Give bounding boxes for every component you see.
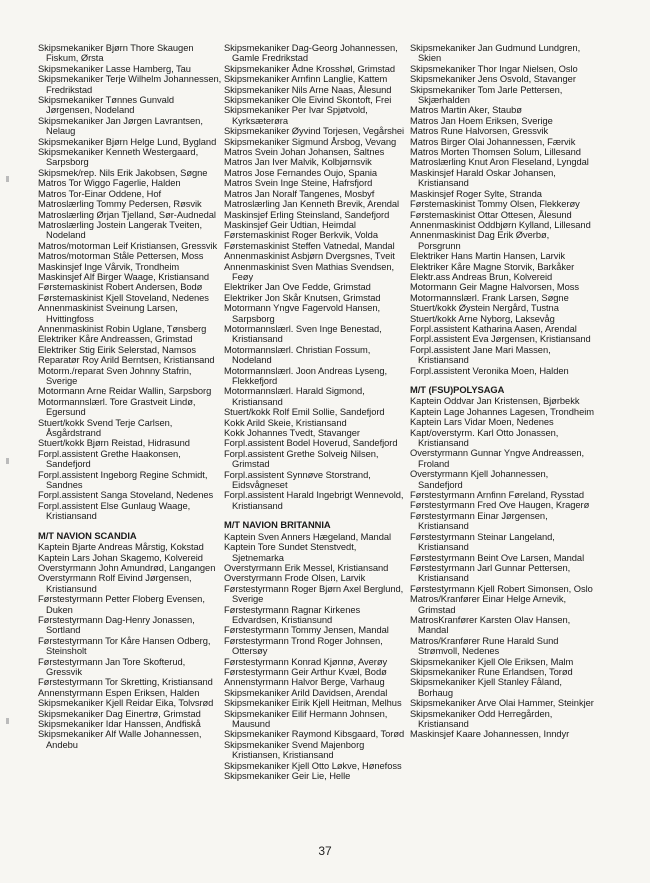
page-number: 37 — [318, 844, 332, 858]
list-item: Skipsmekaniker Kjell Reidar Eika, Tolvsrød — [38, 698, 214, 709]
list-item: Førstestyrmann Beint Ove Larsen, Mandal — [410, 552, 585, 563]
list-item: Førstemaskinist Kjell Stoveland, Nedenes — [38, 292, 209, 303]
list-item: Forpl.assistent Sanga Stoveland, Nedenes — [38, 490, 214, 501]
list-item: Forpl.assistent Synnøve Storstrand, Eidsvågneset — [224, 469, 371, 491]
list-item: Matros Birger Olai Johannessen, Færvik — [410, 136, 576, 147]
list-item: Skipsmek/rep. Nils Erik Jakobsen, Søgne — [38, 167, 208, 178]
list-item: Matroslærling Ørjan Tjelland, Sør-Audnedal — [38, 209, 216, 220]
list-item: Skipsmekaniker Bjørn Helge Lund, Bygland — [38, 136, 217, 147]
list-item: Kaptein Tore Sundet Stenstvedt, Sjetnemarka — [224, 542, 357, 563]
list-item: Annenmaskinist Robin Uglane, Tønsberg — [38, 323, 207, 334]
list-item: Matroslærling Jan Kenneth Brevik, Arendal — [224, 199, 400, 210]
list-item: Skipsmekaniker Dag Einertrø, Grimstad — [38, 708, 201, 719]
list-item: Førstestyrmann Fred Ove Haugen, Kragerø — [410, 500, 590, 511]
list-item: Førstestyrmann Geir Arthur Kvæl, Bodø — [224, 666, 387, 677]
list-item: Annenmaskinist Asbjørn Dvergsnes, Tveit — [224, 251, 395, 262]
list-item: Forpl.assistent Katharina Aasen, Arendal — [410, 323, 577, 334]
list-item: Motormannslærl. Joon Andreas Lyseng, Flekkefjord — [224, 365, 388, 386]
list-item: Skipsmekaniker Lasse Hamberg, Tau — [38, 63, 191, 74]
list-item: Førstemaskinist Ottar Ottesen, Ålesund — [410, 209, 572, 220]
list-item: Motormannslærl. Harald Sigmond, Kristiansand — [224, 386, 365, 407]
list-item: Skipsmekaniker Nils Arne Naas, Ålesund — [224, 84, 392, 95]
list-item: Matros Svein Johan Johansen, Saltnes — [224, 147, 385, 158]
list-item: Elektriker Kåre Magne Storvik, Barkåker — [410, 261, 575, 272]
list-item: Skipsmekaniker Jan Jørgen Lavrantsen, Nelaug — [38, 115, 203, 137]
list-item: Skipsmekaniker Eirik Kjell Heitman, Melhus — [224, 698, 402, 709]
list-item: Skipsmekaniker Rune Erlandsen, Torød — [410, 666, 573, 677]
list-item: Motormannslærl. Christian Fossum, Nodeland — [224, 344, 371, 366]
list-item: Elektriker Stig Eirik Selerstad, Namsos — [38, 344, 196, 355]
list-item: Skipsmekaniker Ole Eivind Skontoft, Frei — [224, 95, 392, 106]
list-item: Matros/motorman Leif Kristiansen, Gressvik — [38, 240, 218, 251]
list-item: Stuert/kokk Arne Nyborg, Laksevåg — [410, 313, 555, 324]
list-item: Elektriker Kåre Andreassen, Grimstad — [38, 334, 193, 345]
list-item: Matros Svein Inge Steine, Hafrsfjord — [224, 178, 373, 189]
list-item: Maskinsjef Kaare Johannessen, Inndyr — [410, 729, 570, 740]
list-item: Maskinsjef Roger Sylte, Stranda — [410, 188, 542, 199]
list-item: Annenstyrmann Espen Eriksen, Halden — [38, 687, 200, 698]
list-item: Annenmaskinist Sveinung Larsen, Hvittingfoss — [38, 303, 178, 324]
list-item: Matros Tor-Einar Oddene, Hof — [38, 188, 162, 199]
list-item: Kapt/overstyrm. Karl Otto Jonassen, Kristiansand — [410, 427, 559, 449]
list-item: Skipsmekaniker Kjell Otto Løkve, Hønefoss — [224, 760, 402, 771]
list-item: Førstestyrmann Steinar Langeland, Kristiansand — [410, 531, 555, 553]
list-item: Matros Rune Halvorsen, Gressvik — [410, 126, 549, 137]
list-item: Annenmaskinist Sven Mathias Svendsen, Feøy — [224, 261, 395, 282]
section-heading: M/T (FSU)POLYSAGA — [410, 385, 505, 395]
list-item: Elektr.ass Andreas Brun, Kolvereid — [410, 271, 553, 282]
list-item: Skipsmekaniker Eilif Hermann Johnsen, Mausund — [224, 708, 388, 729]
list-item: Forpl.assistent Grethe Solveig Nilsen, Grimstad — [224, 448, 379, 470]
list-item: Elektriker Jon Skår Knutsen, Grimstad — [224, 292, 381, 303]
list-item: Motormann Arne Reidar Wallin, Sarpsborg — [38, 386, 212, 397]
list-item: Stuert/kokk Svend Terje Carlsen, Åsgårdstrand — [38, 417, 173, 439]
list-item: Matros Martin Aker, Staubø — [410, 105, 522, 116]
list-item: Førstestyrmann Jarl Gunnar Pettersen, Kristiansand — [410, 562, 571, 584]
list-item: Kaptein Lars Johan Skagemo, Kolvereid — [38, 552, 203, 563]
list-item: Forpl.assistent Eva Jørgensen, Kristiansand — [410, 334, 591, 345]
list-item: Matroslærling Jostein Langerak Tveiten, Nodeland — [38, 219, 203, 241]
list-item: Forpl.assistent Grethe Haakonsen, Sandefjord — [38, 448, 181, 470]
list-item: Motormannslærl. Sven Inge Benestad, Kristiansand — [224, 323, 382, 345]
column-middle — [224, 43, 408, 781]
list-item: Stuert/kokk Bjørn Reistad, Hidrasund — [38, 438, 190, 449]
binder-hole-mark — [6, 718, 9, 724]
list-item: Skipsmekaniker Alf Walle Johannessen, Andebu — [38, 729, 202, 750]
list-item: Skipsmekaniker Bjørn Thore Skaugen Fiskum, Ørsta — [38, 43, 194, 64]
list-item: Reparatør Roy Arild Berntsen, Kristiansand — [38, 355, 215, 366]
binder-hole-mark — [6, 176, 9, 182]
list-item: Kaptein Lage Johannes Lagesen, Trondheim — [410, 406, 594, 417]
list-item: Skipsmekaniker Sigmund Årsbog, Vevang — [224, 136, 397, 147]
list-item: Førstemaskinist Robert Andersen, Bodø — [38, 282, 203, 293]
list-item: Førstemaskinist Steffen Vatnedal, Mandal — [224, 240, 395, 251]
list-item: Maskinsjef Geir Udtian, Heimdal — [224, 219, 356, 230]
list-item: Matros Jose Fernandes Oujo, Spania — [224, 167, 378, 178]
list-item: Motormannslærl. Tore Grastveit Lindø, Egersund — [38, 396, 196, 418]
list-item: Skipsmekaniker Per Ivar Spjøtvold, Kyrksæterøra — [224, 105, 368, 126]
list-item: Førstestyrmann Trond Roger Johnsen, Ottersøy — [224, 635, 383, 657]
list-item: Førstestyrmann Tor Kåre Hansen Odberg, Steinsholt — [38, 635, 211, 657]
list-item: Skipsmekaniker Arnfinn Langlie, Kattem — [224, 74, 388, 85]
list-item: Overstyrmann Rolf Eivind Jørgensen, Kristiansund — [38, 573, 192, 594]
list-item: Førstestyrmann Roger Bjørn Axel Berglund, Sverige — [224, 583, 404, 605]
list-item: Motormannslærl. Frank Larsen, Søgne — [410, 292, 569, 303]
list-item: Maskinsjef Harald Oskar Johansen, Kristiansand — [410, 167, 556, 189]
list-item: Kokk Arild Skeie, Kristiansand — [224, 417, 347, 428]
list-item: Kaptein Oddvar Jan Kristensen, Bjørbekk — [410, 396, 580, 407]
list-item: Matros Jan Iver Malvik, Kolbjørnsvik — [224, 157, 372, 168]
list-item: Motorm./reparat Sven Johnny Stafrin, Sverige — [38, 365, 192, 386]
list-item: Skipsmekaniker Odd Herregården, Kristiansand — [410, 708, 553, 729]
column-right — [410, 43, 594, 740]
list-item: Stuert/kokk Øystein Nergård, Tustna — [410, 303, 559, 314]
list-item: Overstyrmann Frode Olsen, Larvik — [224, 573, 366, 584]
binder-hole-mark — [6, 458, 9, 464]
list-item: Overstyrmann Erik Messel, Kristiansand — [224, 562, 389, 573]
list-item: Annenmaskinist Dag Erik Øverbø, Porsgrunn — [410, 230, 550, 251]
list-item: Skipsmekaniker Arve Olai Hammer, Steinkjer — [410, 698, 594, 709]
list-item: Forpl.assistent Veronika Moen, Halden — [410, 365, 569, 376]
list-item: Skipsmekaniker Geir Lie, Helle — [224, 771, 351, 782]
list-item: Førstestyrmann Ragnar Kirkenes Edvardsen, Kristiansund — [224, 604, 361, 625]
list-item: Førstestyrmann Tor Skretting, Kristiansand — [38, 677, 213, 688]
list-item: Annenstyrmann Halvor Berge, Varhaug — [224, 677, 385, 688]
list-item: Førstestyrmann Jan Tore Skofterud, Gressvik — [38, 656, 186, 677]
list-item: Overstyrmann Gunnar Yngve Andreassen, Froland — [410, 448, 585, 469]
list-item: Førstemaskinist Roger Berkvik, Volda — [224, 230, 378, 241]
list-item: Forpl.assistent Else Gunlaug Waage, Kristiansand — [38, 500, 191, 522]
list-item: Forpl.assistent Bodel Hoverud, Sandefjord — [224, 438, 398, 449]
list-item: MatrosKranfører Karsten Olav Hansen, Mandal — [410, 614, 571, 636]
list-item: Skipsmekaniker Tønnes Gunvald Jørgensen, Nodeland — [38, 95, 175, 116]
list-item: Annenmaskinist Oddbjørn Kylland, Lillesand — [410, 219, 591, 230]
list-item: Stuert/kokk Rolf Emil Sollie, Sandefjord — [224, 407, 385, 418]
list-item: Skipsmekaniker Terje Wilhelm Johannessen, Fredrikstad — [38, 74, 222, 95]
list-item: Skipsmekaniker Dag-Georg Johannessen, Gamle Fredrikstad — [224, 43, 398, 64]
list-item: Skipsmekaniker Ådne Krosshøl, Grimstad — [224, 63, 396, 74]
list-item: Kaptein Sven Anners Hægeland, Mandal — [224, 531, 392, 542]
list-item: Skipsmekaniker Raymond Kibsgaard, Torød — [224, 729, 405, 740]
list-item: Kokk Johannes Tvedt, Stavanger — [224, 428, 360, 439]
list-item: Skipsmekaniker Kjell Stanley Fåland, Borhaug — [410, 677, 562, 698]
list-item: Kaptein Bjarte Andreas Mårstig, Kokstad — [38, 542, 204, 553]
list-item: Forpl.assistent Harald Ingebrigt Wennevold, Kristiansand — [224, 490, 404, 511]
list-item: Førstestyrmann Tommy Jensen, Mandal — [224, 625, 389, 636]
list-item: Skipsmekaniker Kenneth Westergaard, Sarpsborg — [38, 147, 199, 168]
section-heading: M/T NAVION SCANDIA — [38, 530, 137, 541]
list-item: Førstestyrmann Dag-Henry Jonassen, Sortland — [38, 614, 195, 636]
list-item: Overstyrmann John Amundrød, Langangen — [38, 562, 216, 573]
list-item: Matros/Kranfører Rune Harald Sund Strømvoll, Nedenes — [410, 635, 559, 657]
list-item: Matros Jan Hoem Eriksen, Sverige — [410, 115, 553, 126]
list-item: Skipsmekaniker Arild Davidsen, Arendal — [224, 687, 388, 698]
list-item: Førstestyrmann Konrad Kjønnø, Averøy — [224, 656, 388, 667]
list-item: Matros Morten Thomsen Solum, Lillesand — [410, 147, 581, 158]
list-item: Matros/motorman Ståle Pettersen, Moss — [38, 251, 204, 262]
list-item: Kaptein Lars Vidar Moen, Nedenes — [410, 417, 554, 428]
list-item: Motormann Yngve Fagervold Hansen, Sarpsborg — [224, 303, 381, 324]
list-item: Elektriker Hans Martin Hansen, Larvik — [410, 251, 565, 262]
list-item: Forpl.assistent Ingeborg Regine Schmidt, Sandnes — [38, 469, 208, 491]
list-item: Skipsmekaniker Idar Hanssen, Andfiskå — [38, 719, 201, 729]
list-item: Førstemaskinist Tommy Olsen, Flekkerøy — [410, 199, 580, 210]
list-item: Motormann Geir Magne Halvorsen, Moss — [410, 282, 580, 293]
column-left — [38, 43, 222, 750]
section-heading: M/T NAVION BRITANNIA — [224, 520, 331, 531]
list-item: Maskinsjef Inge Vårvik, Trondheim — [38, 261, 180, 272]
list-item: Maskinsjef Erling Steinsland, Sandefjord — [224, 209, 390, 220]
list-item: Førstestyrmann Einar Jørgensen, Kristiansand — [410, 510, 548, 532]
list-item: Skipsmekaniker Svend Majenborg Kristiansen, Kristiansand — [224, 739, 365, 761]
list-item: Matros Jan Noralf Tangenes, Mosbyf — [224, 188, 375, 199]
list-item: Førstestyrmann Arnfinn Føreland, Rysstad — [410, 490, 585, 501]
list-item: Matroslærling Tommy Pedersen, Røsvik — [38, 199, 202, 210]
list-item: Skipsmekaniker Kjell Ole Eriksen, Malm — [410, 656, 574, 667]
list-item: Forpl.assistent Jane Mari Massen, Kristiansand — [410, 344, 551, 366]
list-item: Skipsmekaniker Tom Jarle Pettersen, Skjærhalden — [410, 84, 563, 106]
list-item: Overstyrmann Kjell Johannessen, Sandefjord — [410, 469, 549, 490]
list-item: Matros Tor Wiggo Fagerlie, Halden — [38, 178, 181, 189]
list-item: Førstestyrmann Petter Floberg Evensen, Duken — [38, 594, 205, 615]
list-item: Skipsmekaniker Øyvind Torjesen, Vegårshei — [224, 126, 405, 137]
list-item: Skipsmekaniker Jan Gudmund Lundgren, Skien — [410, 43, 581, 64]
list-item: Maskinsjef Alf Birger Waage, Kristiansand — [38, 271, 210, 282]
list-item: Elektriker Jan Ove Fedde, Grimstad — [224, 282, 371, 293]
list-item: Skipsmekaniker Thor Ingar Nielsen, Oslo — [410, 63, 578, 74]
list-item: Matros/Kranfører Einar Helge Arnevik, Grimstad — [410, 594, 567, 615]
list-item: Matroslærling Knut Aron Fleseland, Lyngdal — [410, 157, 589, 168]
list-item: Skipsmekaniker Jens Osvold, Stavanger — [410, 74, 576, 85]
list-item: Førstestyrmann Kjell Robert Simonsen, Oslo — [410, 583, 593, 594]
